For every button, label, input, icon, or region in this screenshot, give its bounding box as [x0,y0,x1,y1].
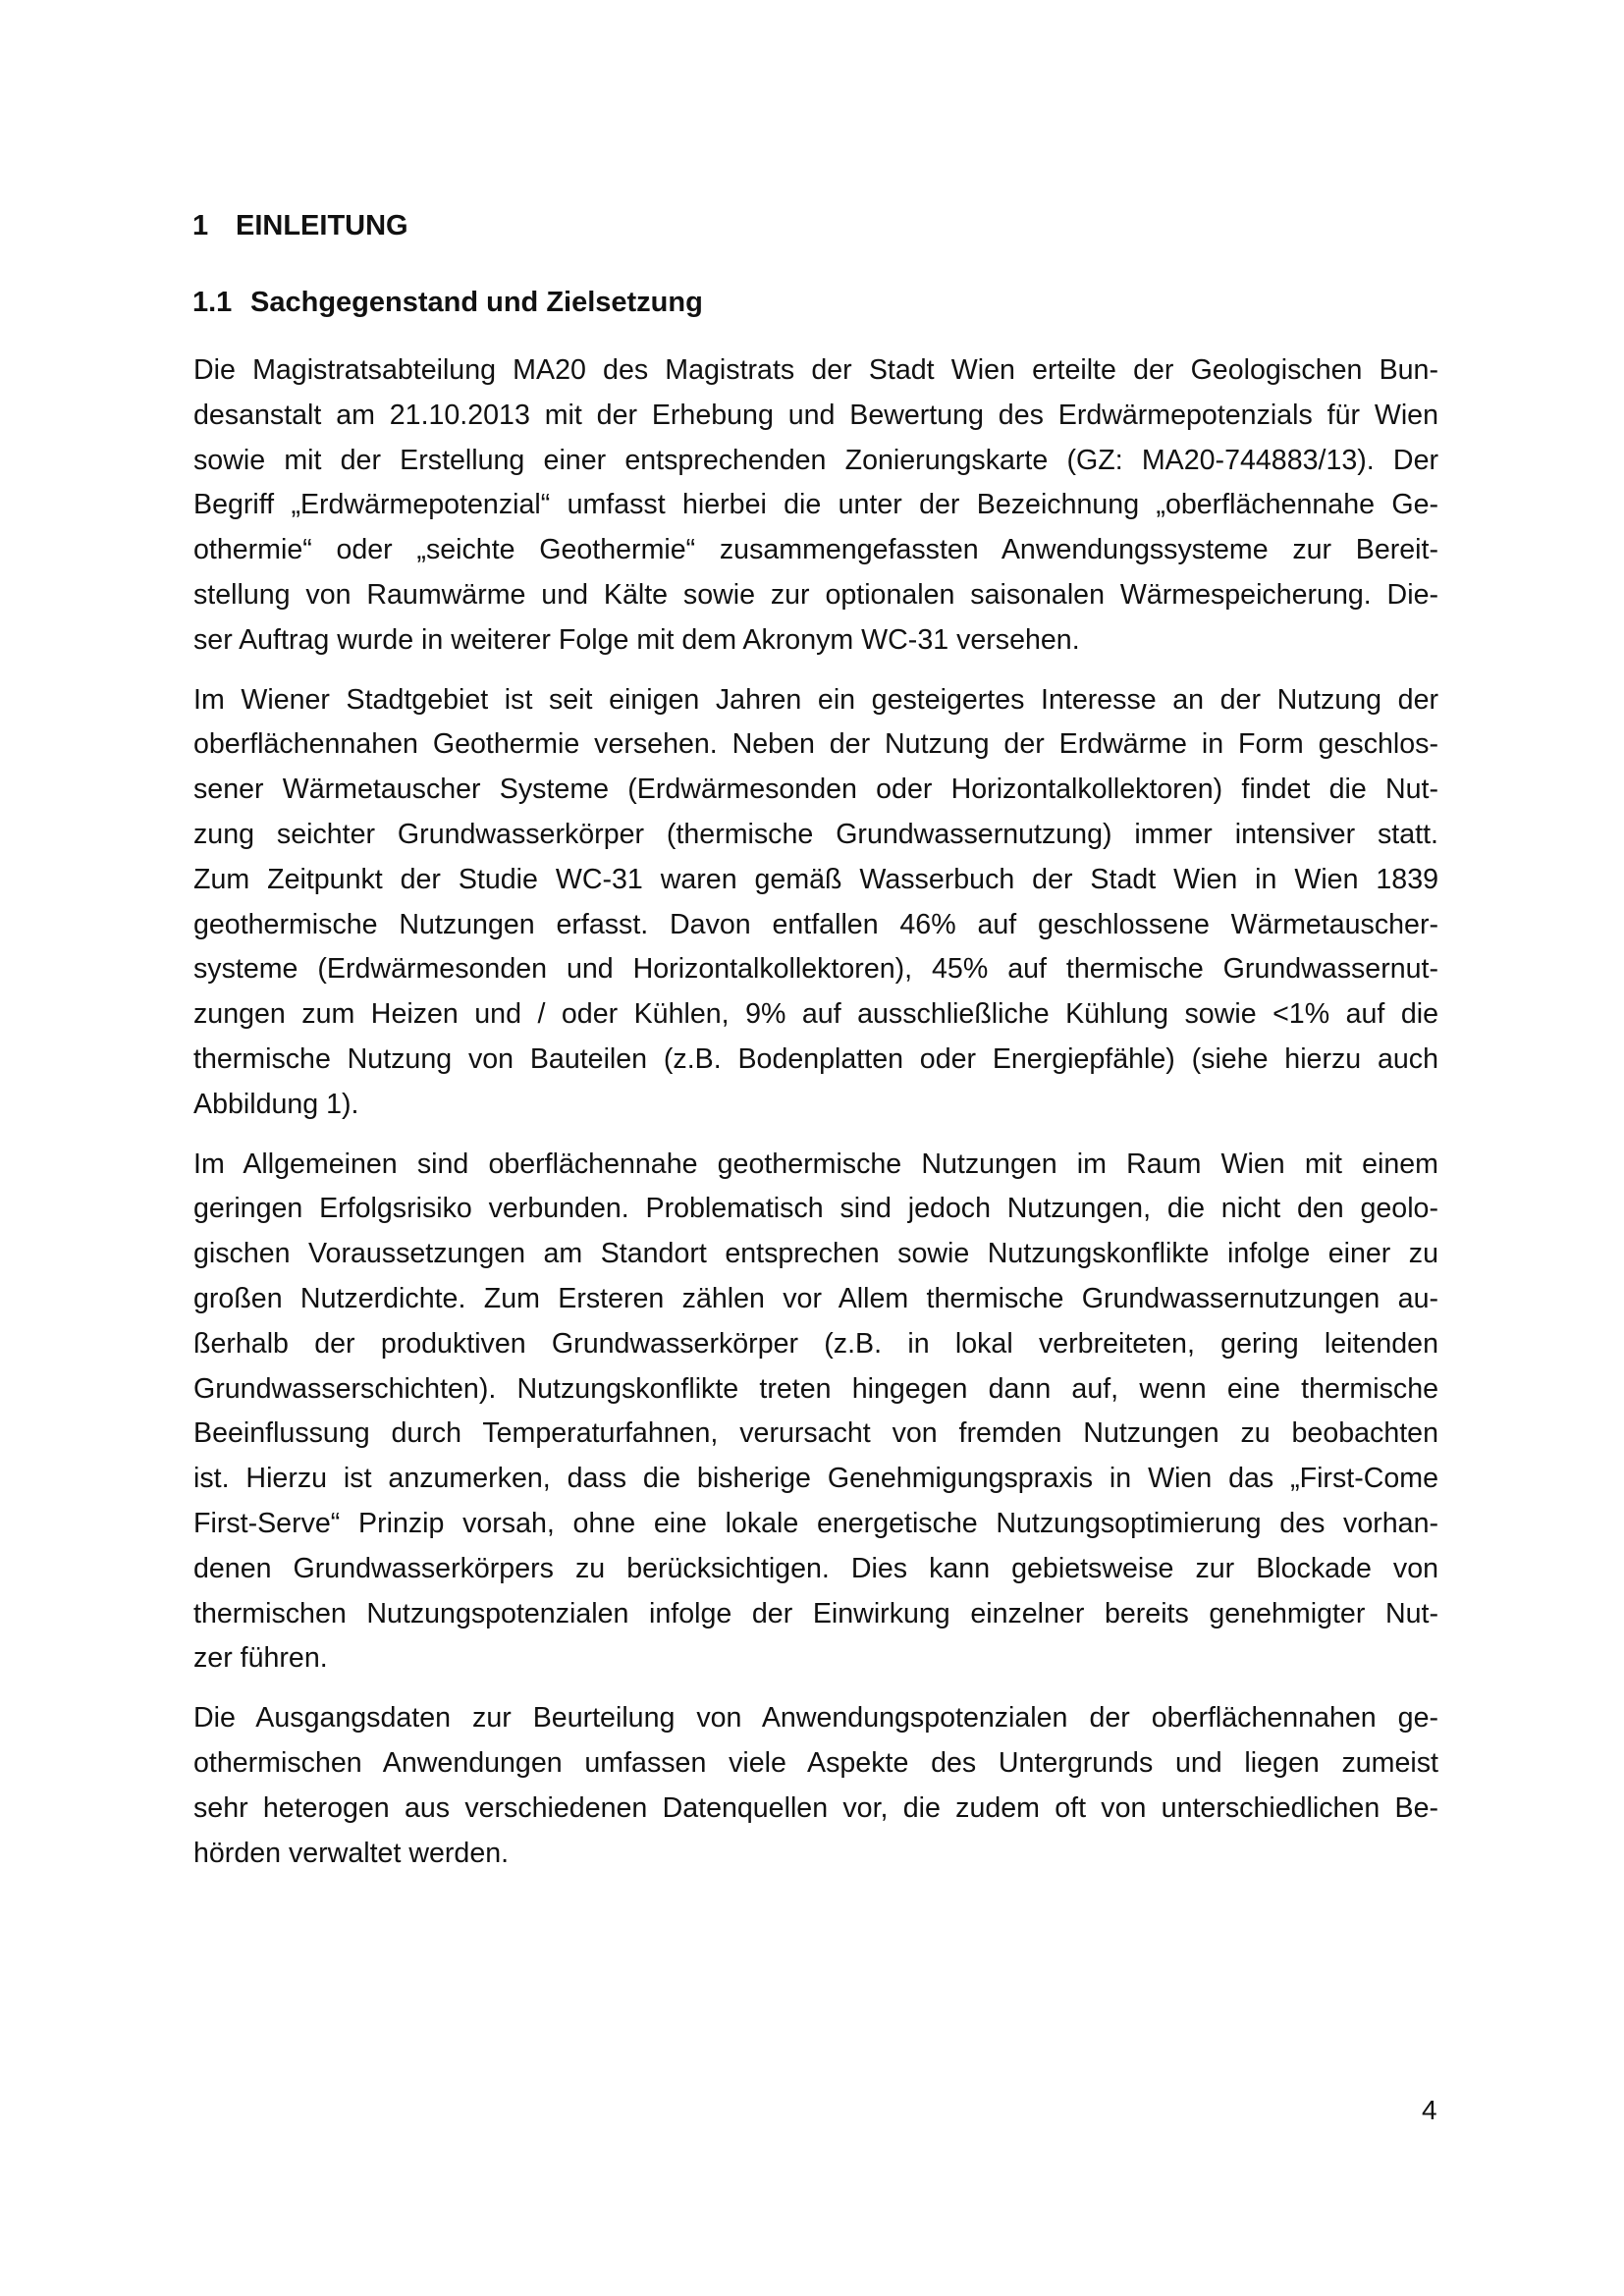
text-line: systeme (Erdwärmesonden und Horizontalkollektoren), 45% auf thermische Grundwassernut- [193,953,1438,986]
text-line: ist. Hierzu ist anzumerken, dass die bisherige Genehmigungspraxis in Wien das „First-Come [193,1463,1438,1495]
paragraph [193,348,1438,664]
chapter-number: 1 [192,210,209,241]
text-line: geringen Erfolgsrisiko verbunden. Problematisch sind jedoch Nutzungen, die nicht den geolo- [193,1193,1438,1225]
text-line: zer führen. [193,1642,328,1675]
text-line: Im Wiener Stadtgebiet ist seit einigen Jahren ein gesteigertes Interesse an der Nutzung der [193,683,1438,716]
text-line: desanstalt am 21.10.2013 mit der Erhebung und Bewertung des Erdwärmepotenzials für Wien [193,399,1438,431]
text-line: sowie mit der Erstellung einer entsprechenden Zonierungskarte (GZ: MA20-744883/13). Der [193,444,1438,476]
text-line: ßerhalb der produktiven Grundwasserkörper (z.B. in lokal verbreiteten, gering leitenden [193,1327,1438,1360]
text-line: ser Auftrag wurde in weiterer Folge mit dem Akronym WC-31 versehen. [193,623,1080,656]
text-line: Grundwasserschichten). Nutzungskonflikte treten hingegen dann auf, wenn eine thermische [193,1372,1438,1405]
text-line: othermie“ oder „seichte Geothermie“ zusammengefassten Anwendungssysteme zur Bereit- [193,534,1438,566]
text-line: First-Serve“ Prinzip vorsah, ohne eine lokale energetische Nutzungsoptimierung des vorhan- [193,1507,1438,1539]
text-line: Beeinflussung durch Temperaturfahnen, verursacht von fremden Nutzungen zu beobachten [193,1417,1438,1450]
section-title: Sachgegenstand und Zielsetzung [250,287,703,318]
text-line: Die Ausgangsdaten zur Beurteilung von Anwendungspotenzialen der oberflächennahen ge- [193,1702,1438,1735]
page-number: 4 [1422,2095,1437,2125]
text-line: gischen Voraussetzungen am Standort entsprechen sowie Nutzungskonflikte infolge einer zu [193,1238,1438,1270]
chapter-heading [192,210,408,242]
text-line: Begriff „Erdwärmepotenzial“ umfasst hierbei die unter der Bezeichnung „oberflächennahe Ge- [193,489,1438,521]
paragraph [193,1143,1438,1682]
text-line: denen Grundwasserkörpers zu berücksichtigen. Dies kann gebietsweise zur Blockade von [193,1552,1438,1584]
paragraph [193,678,1438,1128]
section-number: 1.1 [192,287,233,318]
text-line: stellung von Raumwärme und Kälte sowie zur optionalen saisonalen Wärmespeicherung. Die- [193,578,1438,611]
text-line: Im Allgemeinen sind oberflächennahe geothermische Nutzungen im Raum Wien mit einem [193,1148,1438,1180]
text-line: thermische Nutzung von Bauteilen (z.B. Bodenplatten oder Energiepfähle) (siehe hierzu auch [193,1042,1438,1075]
text-line: Die Magistratsabteilung MA20 des Magistrats der Stadt Wien erteilte der Geologischen Bun- [193,354,1438,386]
text-line: sehr heterogen aus verschiedenen Datenquellen vor, die zudem oft von unterschiedlichen Be- [193,1791,1438,1824]
body-text [193,348,1438,1891]
text-line: geothermische Nutzungen erfasst. Davon entfallen 46% auf geschlossene Wärmetauscher- [193,908,1438,940]
chapter-title: EINLEITUNG [236,210,408,241]
section-heading [192,287,703,319]
text-line: othermischen Anwendungen umfassen viele Aspekte des Untergrunds und liegen zumeist [193,1746,1438,1779]
text-line: hörden verwaltet werden. [193,1837,510,1869]
text-line: Zum Zeitpunkt der Studie WC-31 waren gemäß Wasserbuch der Stadt Wien in Wien 1839 [193,863,1438,895]
paragraph [193,1696,1438,1876]
text-line: oberflächennahen Geothermie versehen. Neben der Nutzung der Erdwärme in Form geschlos- [193,728,1438,761]
text-line: zung seichter Grundwasserkörper (thermische Grundwassernutzung) immer intensiver statt. [193,818,1438,850]
text-line: großen Nutzerdichte. Zum Ersteren zählen vor Allem thermische Grundwassernutzungen au- [193,1282,1438,1314]
text-line: Abbildung 1). [193,1088,359,1120]
text-line: thermischen Nutzungspotenzialen infolge der Einwirkung einzelner bereits genehmigter Nut- [193,1597,1438,1629]
text-line: sener Wärmetauscher Systeme (Erdwärmesonden oder Horizontalkollektoren) findet die Nut- [193,774,1438,806]
text-line: zungen zum Heizen und / oder Kühlen, 9% auf ausschließliche Kühlung sowie <1% auf die [193,998,1438,1031]
